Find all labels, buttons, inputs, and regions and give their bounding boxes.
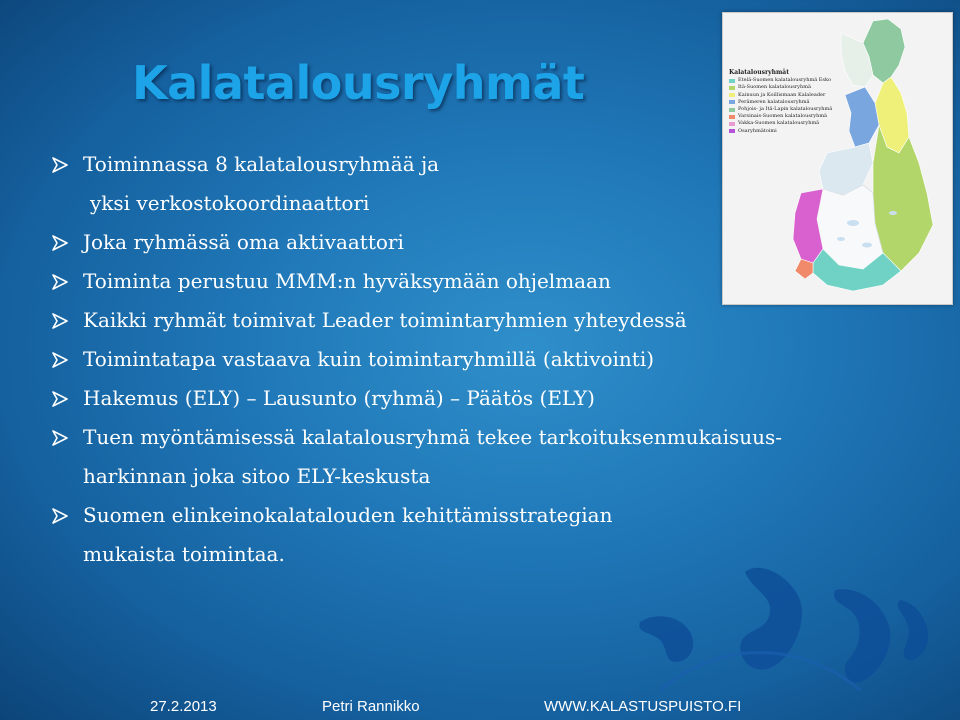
bullet-item (50, 379, 880, 418)
bullet-text: mukaista toimintaa. (83, 542, 285, 566)
footer-website: WWW.KALASTUSPUISTO.FI (544, 698, 742, 715)
map-legend (729, 69, 839, 135)
bullet-text: Toiminnassa 8 kalatalousryhmää ja (83, 152, 440, 176)
arrow-bullet-icon (50, 301, 74, 340)
legend-swatch-icon (729, 100, 735, 104)
bullet-item (50, 418, 880, 457)
legend-swatch-icon (729, 86, 735, 90)
legend-swatch-icon (729, 93, 735, 97)
bullet-text: Joka ryhmässä oma aktivaattori (83, 230, 404, 254)
legend-swatch-icon (729, 115, 735, 119)
bullet-text: Hakemus (ELY) – Lausunto (ryhmä) – Päätös (ELY) (83, 386, 595, 410)
map-legend-label: Vakka-Suomen kalatalousryhmä (738, 120, 820, 127)
bullet-text: yksi verkostokoordinaattori (90, 191, 370, 215)
map-legend-label: Pohjois- ja Itä-Lapin kalatalousryhmä (738, 106, 833, 113)
legend-swatch-icon (729, 129, 735, 133)
map-legend-label: Varsinais-Suomen kalatalousryhmä (738, 113, 828, 120)
footer-author: Petri Rannikko (322, 698, 420, 715)
slide-footer (0, 696, 960, 720)
finland-map-image (722, 12, 953, 305)
bullet-text: Toiminta perustuu MMM:n hyväksymään ohjelmaan (83, 269, 611, 293)
bullet-text: Kaikki ryhmät toimivat Leader toimintaryhmien yhteydessä (83, 308, 687, 332)
map-legend-item (729, 128, 839, 135)
arrow-bullet-icon (50, 496, 74, 535)
bullet-text: harkinnan joka sitoo ELY-keskusta (83, 464, 431, 488)
legend-swatch-icon (729, 108, 735, 112)
map-legend-label: Perämeren kalatalousryhmä (738, 98, 810, 105)
legend-swatch-icon (729, 79, 735, 83)
bullet-text: Suomen elinkeinokalatalouden kehittämisstrategian (83, 503, 613, 527)
bullet-item (50, 301, 880, 340)
arrow-bullet-icon (50, 145, 74, 184)
map-legend-label: Kainuun ja Koillismaan Kalaleader (738, 91, 826, 98)
bullet-item (50, 340, 880, 379)
arrow-bullet-icon (50, 223, 74, 262)
map-legend-label: Itä-Suomen kalatalousryhmä (738, 84, 811, 91)
legend-swatch-icon (729, 122, 735, 126)
arrow-bullet-icon (50, 379, 74, 418)
map-legend-item (729, 99, 839, 106)
arrow-bullet-icon (50, 340, 74, 379)
bullet-text: Tuen myöntämisessä kalatalousryhmä tekee tarkoituksenmukaisuus- (83, 425, 783, 449)
map-legend-item (729, 106, 839, 113)
map-legend-item (729, 120, 839, 127)
map-legend-item (729, 113, 839, 120)
bullet-continuation (50, 457, 880, 496)
map-legend-item (729, 84, 839, 91)
map-legend-item (729, 92, 839, 99)
bullet-continuation (50, 535, 880, 574)
map-legend-label: Etelä-Suomen kalatalousryhmä Esko (738, 77, 832, 84)
slide-title: Kalatalousryhmät (132, 56, 585, 110)
bullet-text: Toimintatapa vastaava kuin toimintaryhmillä (aktivointi) (83, 347, 655, 371)
map-legend-item (729, 77, 839, 84)
bullet-item (50, 496, 880, 535)
map-legend-label: Osaryhmätoimi (738, 127, 777, 134)
finland-map-graphic (723, 13, 952, 304)
map-legend-title: Kalatalousryhmät (729, 69, 789, 76)
footer-date: 27.2.2013 (150, 698, 217, 715)
arrow-bullet-icon (50, 262, 74, 301)
arrow-bullet-icon (50, 418, 74, 457)
